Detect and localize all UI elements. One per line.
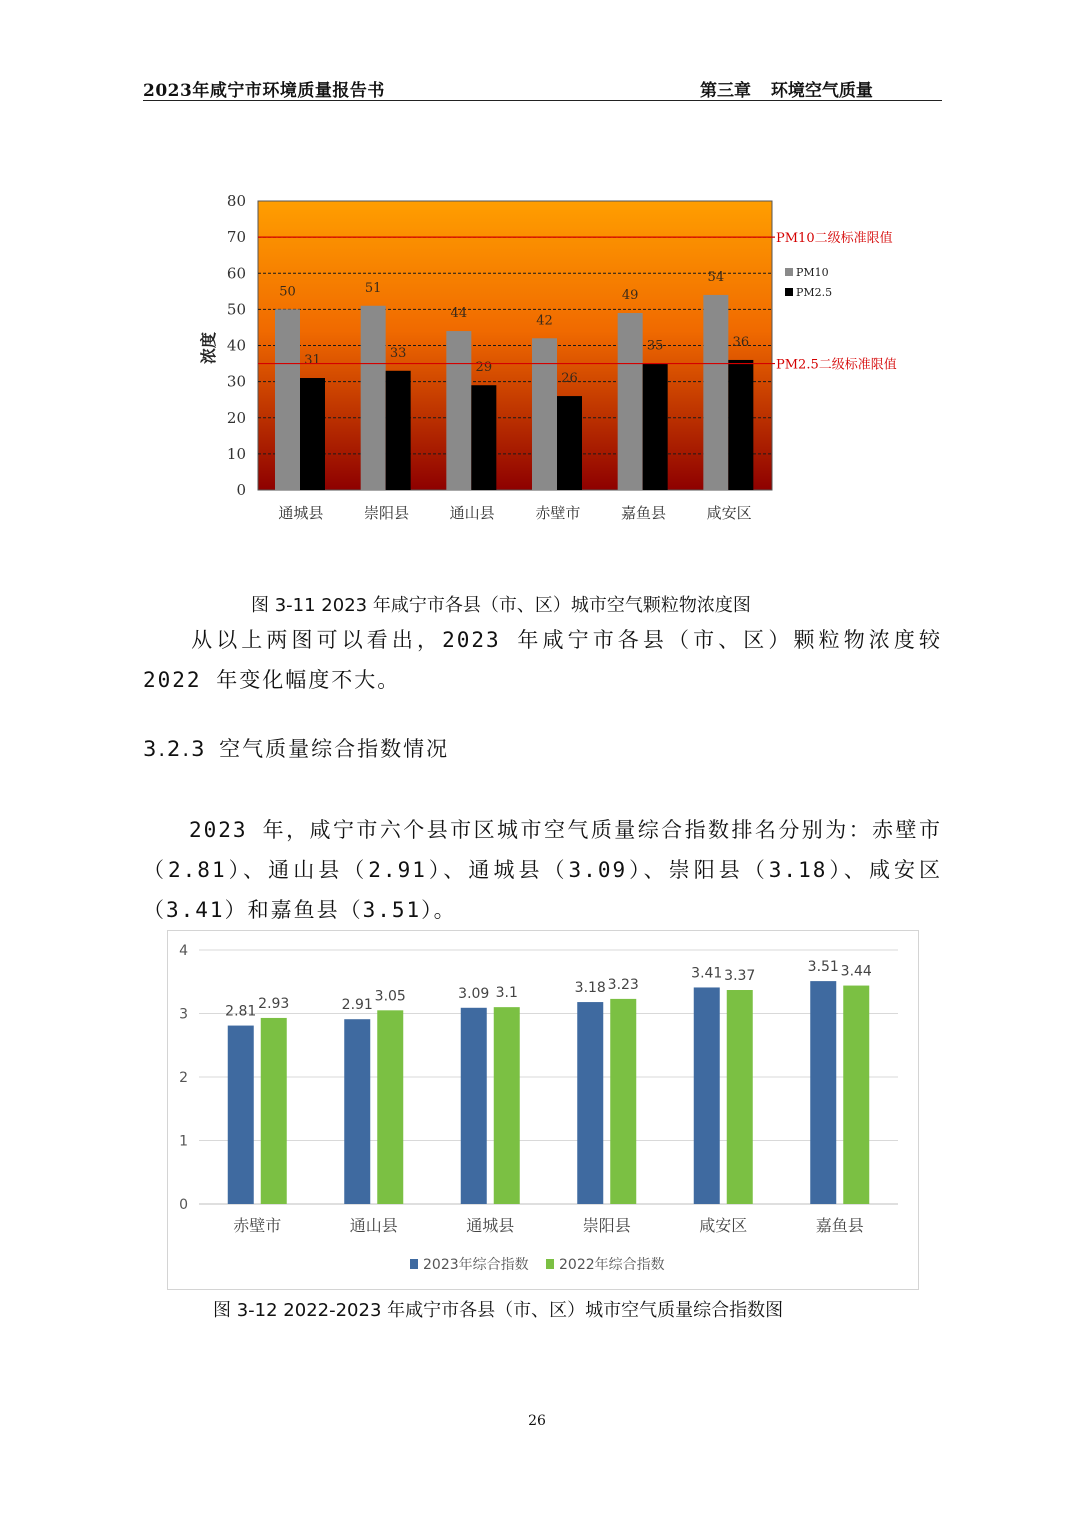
bar-2023	[344, 1019, 370, 1204]
running-header-chapter: 第三章 环境空气质量	[700, 81, 873, 101]
data-label-pm10: 54	[707, 269, 725, 285]
paragraph-particulate-summary	[143, 620, 942, 700]
limit-line-label: PM10二级标准限值	[776, 231, 893, 247]
bar-2023	[694, 987, 720, 1204]
composite-index-chart	[168, 931, 918, 1289]
composite-index-chart-frame	[167, 930, 919, 1290]
data-label-pm10: 42	[536, 313, 553, 329]
y-tick-label: 0	[236, 481, 246, 499]
x-tick-label: 嘉鱼县	[815, 1216, 864, 1235]
bar-2022	[377, 1010, 403, 1204]
data-label-2023: 3.41	[691, 965, 723, 982]
bar-pm25	[643, 364, 668, 490]
page-number: 26	[528, 1413, 546, 1429]
data-label-pm25: 26	[561, 371, 578, 387]
data-label-pm10: 51	[364, 280, 382, 296]
bar-pm10	[618, 313, 643, 490]
legend	[410, 1256, 665, 1273]
bar-pm25	[300, 378, 325, 490]
x-tick-label: 咸安区	[706, 504, 752, 522]
data-label-pm10: 44	[450, 306, 468, 322]
paragraph-index-ranking	[143, 810, 942, 930]
x-tick-label: 赤壁市	[535, 504, 581, 522]
bar-2022	[843, 986, 869, 1204]
y-tick-label: 30	[226, 372, 246, 391]
y-tick-label: 40	[226, 336, 246, 355]
bar-pm25	[471, 385, 496, 490]
data-label-pm10: 50	[279, 284, 296, 300]
x-tick-label: 崇阳县	[582, 1216, 631, 1235]
y-tick-label: 4	[179, 943, 188, 959]
y-tick-label: 10	[226, 444, 246, 463]
legend-pm10-label: PM10	[796, 266, 829, 279]
legend-pm10-swatch	[785, 268, 793, 276]
x-tick-label: 通山县	[449, 504, 495, 522]
legend-2022-label: 2022年综合指数	[559, 1257, 665, 1273]
legend-2022-swatch	[546, 1259, 554, 1269]
x-tick-label: 通城县	[278, 504, 324, 522]
data-label-pm25: 33	[389, 345, 407, 361]
legend-2023-swatch	[410, 1259, 418, 1269]
bar-2022	[610, 999, 636, 1204]
figure-3-12-caption: 图 3-12 2022-2023 年咸宁市各县（市、区）城市空气质量综合指数图	[213, 1300, 784, 1321]
data-label-2023: 3.51	[807, 959, 839, 976]
running-header-title: 2023年咸宁市环境质量报告书	[143, 81, 385, 101]
bar-pm10	[446, 331, 471, 490]
data-label-2022: 3.44	[840, 963, 872, 980]
legend-pm25-swatch	[785, 288, 793, 296]
bar-2023	[810, 981, 836, 1204]
data-label-2022: 3.23	[607, 976, 639, 993]
x-tick-label: 通城县	[466, 1216, 515, 1235]
header-rule	[143, 100, 942, 101]
x-tick-label: 嘉鱼县	[620, 504, 667, 522]
data-label-2023: 2.81	[225, 1003, 257, 1020]
bar-pm10	[361, 306, 386, 490]
data-label-pm25: 29	[475, 360, 493, 376]
data-label-2022: 3.05	[374, 988, 406, 1005]
y-tick-label: 60	[226, 264, 246, 283]
data-label-2023: 3.18	[574, 980, 606, 997]
bar-pm25	[386, 371, 411, 490]
y-tick-label: 1	[179, 1133, 188, 1150]
paragraph-index-text: 2023 年，咸宁市六个县市区城市空气质量综合指数排名分别为：赤壁市（2.81）、通山县（2.91）、通城县（3.09）、崇阳县（3.18）、咸安区（3.41）和嘉鱼县（3.51）。	[143, 818, 942, 922]
x-tick-label: 崇阳县	[363, 504, 410, 522]
bar-pm10	[275, 309, 300, 490]
data-label-2022: 2.93	[258, 995, 290, 1012]
data-label-2022: 3.1	[495, 985, 518, 1002]
data-label-pm10: 49	[621, 287, 639, 303]
bar-2022	[261, 1018, 287, 1204]
bar-2023	[461, 1008, 487, 1204]
data-label-pm25: 36	[732, 334, 750, 350]
bar-pm25	[728, 360, 753, 490]
y-tick-label: 80	[226, 192, 246, 210]
y-tick-label: 2	[179, 1070, 188, 1086]
section-number: 3.2.3	[143, 737, 207, 761]
data-label-pm25: 35	[646, 338, 664, 354]
legend-pm25-label: PM2.5	[796, 286, 833, 299]
bar-2022	[727, 990, 753, 1204]
y-tick-label: 70	[226, 228, 246, 247]
y-tick-label: 0	[179, 1197, 188, 1213]
data-label-pm25: 31	[304, 353, 321, 369]
bar-2023	[577, 1002, 603, 1204]
figure-3-11-caption: 图 3-11 2023 年咸宁市各县（市、区）城市空气颗粒物浓度图	[251, 595, 751, 616]
y-axis-label: 浓度	[199, 331, 218, 365]
data-label-2022: 3.37	[724, 968, 756, 985]
legend	[785, 266, 832, 299]
y-tick-label: 50	[226, 300, 246, 319]
data-label-2023: 3.09	[458, 985, 490, 1002]
bar-2022	[494, 1007, 520, 1204]
bar-pm10	[703, 295, 728, 490]
section-heading	[143, 733, 449, 763]
x-tick-label: 通山县	[349, 1216, 398, 1235]
bar-2023	[228, 1026, 254, 1204]
bar-pm10	[532, 338, 557, 490]
x-tick-label: 赤壁市	[233, 1216, 282, 1235]
bar-pm25	[557, 396, 582, 490]
data-label-2023: 2.91	[341, 997, 373, 1014]
limit-line-label: PM2.5二级标准限值	[776, 357, 897, 373]
section-title: 空气质量综合指数情况	[219, 737, 450, 761]
particulate-concentration-chart	[190, 188, 910, 528]
legend-2023-label: 2023年综合指数	[423, 1257, 529, 1273]
paragraph-particulate-text: 从以上两图可以看出，2023 年咸宁市各县（市、区）颗粒物浓度较 2022 年变化幅度不大。	[143, 628, 942, 692]
y-tick-label: 20	[226, 408, 246, 427]
y-tick-label: 3	[179, 1006, 188, 1023]
x-tick-label: 咸安区	[699, 1216, 748, 1235]
